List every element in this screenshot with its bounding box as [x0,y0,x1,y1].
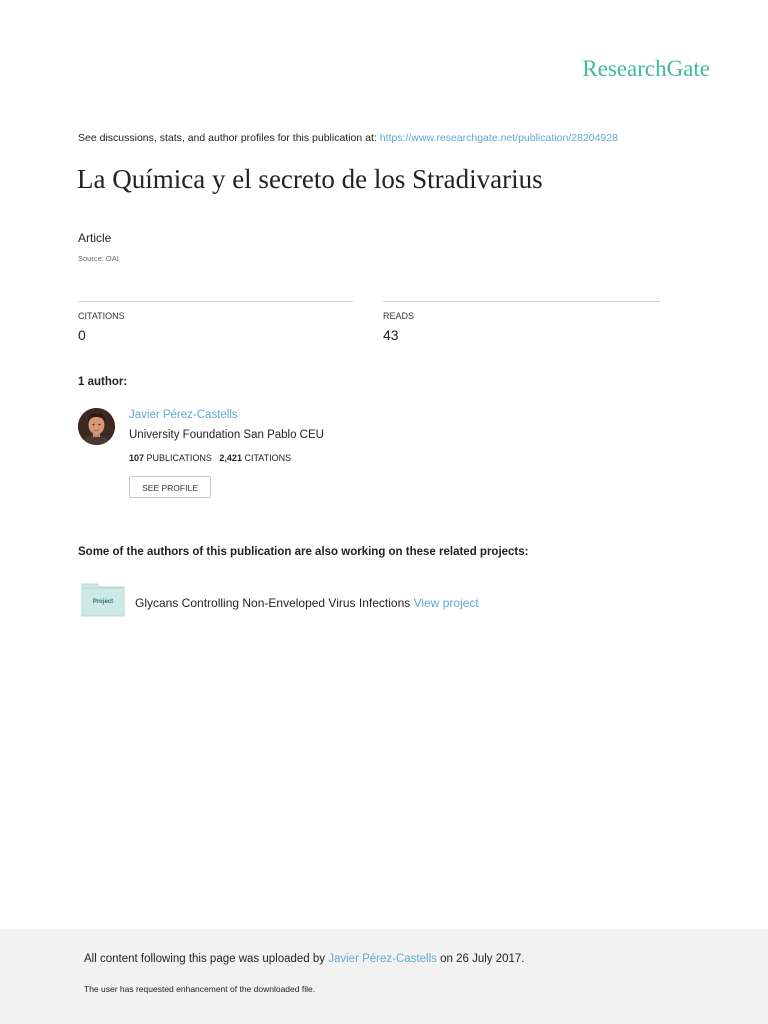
see-profile-button[interactable]: SEE PROFILE [129,476,211,498]
author-publications-count: 107 [129,453,145,463]
citations-value: 0 [78,327,86,343]
view-project-link[interactable]: View project [413,596,479,610]
avatar-image [78,408,115,445]
author-citations-count: 2,421 [219,453,242,463]
publication-title: La Química y el secreto de los Stradivarius [77,164,543,194]
citations-label: CITATIONS [78,311,125,321]
uploader-link[interactable]: Javier Pérez-Castells [328,953,437,965]
researchgate-logo[interactable]: ResearchGate [582,56,710,81]
publication-url-link[interactable]: https://www.researchgate.net/publication/28204928 [379,132,618,144]
authors-heading: 1 author: [78,376,128,388]
project-icon-label: Project [92,599,114,605]
author-institution: University Foundation San Pablo CEU [129,429,324,441]
footer [0,929,768,1024]
enhancement-note: The user has requested enhancement of the downloaded file. [84,984,316,994]
see-discussions-text: See discussions, stats, and author profiles for this publication at: [78,132,377,144]
author-avatar[interactable] [78,408,115,445]
author-stats [129,453,291,463]
citations-divider [78,301,353,302]
related-projects-heading: Some of the authors of this publication are also working on these related projects: [78,546,529,558]
see-discussions-line [78,132,618,144]
upload-prefix: All content following this page was uploaded by [84,953,326,965]
project-item [135,596,479,610]
upload-suffix: on 26 July 2017. [440,953,525,965]
reads-value: 43 [383,327,399,343]
publication-source: Source: OAI [78,254,119,263]
reads-divider [383,301,660,302]
author-name-link[interactable]: Javier Pérez-Castells [129,409,238,421]
author-citations-label: CITATIONS [244,453,292,463]
reads-label: READS [383,311,415,321]
upload-info [84,953,525,965]
publication-type: Article [78,231,112,245]
author-publications-label: PUBLICATIONS [146,453,212,463]
project-title: Glycans Controlling Non-Enveloped Virus Infections [135,596,411,610]
